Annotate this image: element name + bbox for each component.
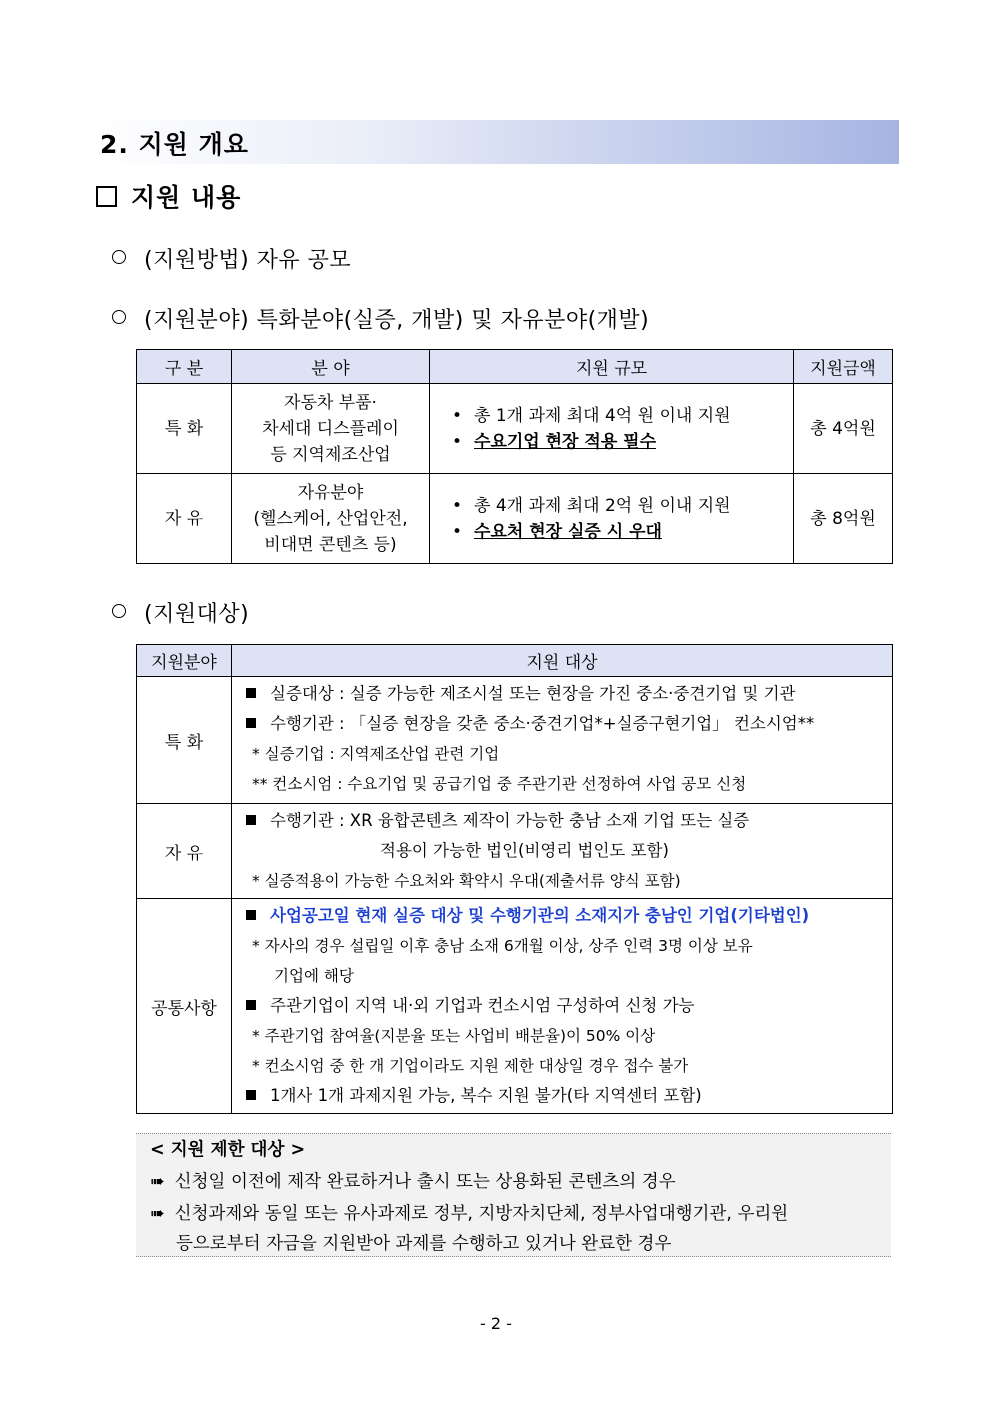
scale-emphasis: 수요기업 현장 적용 필수 (474, 431, 657, 452)
item-text-highlight: 사업공고일 현재 실증 대상 및 수행기관의 소재지가 충남인 기업(기타법인) (270, 906, 810, 925)
bullet-text: (지원분야) 특화분야(실증, 개발) 및 자유분야(개발) (144, 308, 650, 333)
dot-bullet-icon: • (452, 405, 463, 426)
footnote: * 실증적용이 가능한 수요처와 확약시 우대(제출서류 양식 포함) (252, 872, 681, 890)
field-cell (232, 474, 430, 564)
table-header: 지원분야 (137, 645, 232, 677)
square-bullet-icon (246, 1000, 256, 1010)
item-text: 수행기관 : XR 융합콘텐츠 제작이 가능한 충남 소재 기업 또는 실증 (270, 811, 750, 830)
category-cell: 자 유 (137, 474, 232, 564)
row-body (232, 804, 893, 899)
amount-cell: 총 4억원 (794, 384, 893, 474)
table-row-free (137, 804, 893, 899)
bullet-text: (지원방법) 자유 공모 (144, 248, 352, 273)
row-body (232, 677, 893, 804)
item-text: 1개사 1개 과제지원 가능, 복수 지원 불가(타 지역센터 포함) (270, 1086, 702, 1105)
footnote: * 자사의 경우 설립일 이후 충남 소재 6개월 이상, 상주 인력 3명 이상 보유 (252, 937, 753, 955)
field-line: 등 지역제조산업 (270, 444, 391, 465)
footnote-continued: 기업에 해당 (274, 967, 354, 985)
table-header: 분 야 (232, 350, 430, 384)
item-text: 주관기업이 지역 내·외 기업과 컨소시엄 구성하여 신청 가능 (270, 996, 695, 1015)
square-bullet-icon (246, 910, 256, 920)
row-label: 공통사항 (137, 899, 232, 1114)
field-cell (232, 384, 430, 474)
subheading (96, 178, 241, 214)
restriction-box (136, 1133, 891, 1257)
circle-bullet-icon (112, 310, 126, 324)
item-text: 수행기관 : 「실증 현장을 갖춘 중소·중견기업*+실증구현기업」 컨소시엄** (270, 714, 815, 733)
row-body (232, 899, 893, 1114)
item-text-continued: 적용이 가능한 법인(비영리 법인도 포함) (380, 841, 669, 860)
section-title: 2. 지원 개요 (100, 130, 249, 159)
scale-text: 총 1개 과제 최대 4억 원 이내 지원 (474, 405, 731, 426)
bullet-text: (지원대상) (144, 602, 250, 627)
scale-emphasis: 수요처 현장 실증 시 우대 (474, 521, 662, 542)
amount-cell: 총 8억원 (794, 474, 893, 564)
table-header: 지원 대상 (232, 645, 893, 677)
restriction-item: 신청과제와 동일 또는 유사과제로 정부, 지방자치단체, 정부사업대행기관, 우리원 (174, 1204, 789, 1224)
support-scale-table (136, 349, 893, 564)
section-header (92, 120, 899, 164)
circle-bullet-icon (112, 604, 126, 618)
checkbox-square-icon (96, 186, 117, 207)
restriction-title: < 지원 제한 대상 > (150, 1140, 306, 1160)
table-row (137, 384, 893, 474)
page-number: - 2 - (480, 1314, 512, 1333)
footnote: ** 컨소시엄 : 수요기업 및 공급기업 중 주관기관 선정하여 사업 공모 신청 (252, 775, 747, 793)
arrow-icon: ➠ (150, 1204, 165, 1224)
support-target-table (136, 644, 893, 1114)
subheading-text: 지원 내용 (131, 183, 242, 212)
table-row-special (137, 677, 893, 804)
category-cell: 특 화 (137, 384, 232, 474)
field-line: 자유분야 (297, 482, 364, 503)
dot-bullet-icon: • (452, 521, 463, 542)
scale-text: 총 4개 과제 최대 2억 원 이내 지원 (474, 495, 731, 516)
table-header: 지원 규모 (430, 350, 794, 384)
field-line: 차세대 디스플레이 (262, 418, 399, 439)
table-row-common (137, 899, 893, 1114)
bullet-field (112, 303, 649, 334)
square-bullet-icon (246, 1090, 256, 1100)
square-bullet-icon (246, 718, 256, 728)
row-label: 자 유 (137, 804, 232, 899)
circle-bullet-icon (112, 250, 126, 264)
footnote: * 실증기업 : 지역제조산업 관련 기업 (252, 745, 500, 763)
bullet-method (112, 243, 351, 274)
table-header: 구 분 (137, 350, 232, 384)
arrow-icon: ➠ (150, 1172, 165, 1192)
restriction-item-continued: 등으로부터 자금을 지원받아 과제를 수행하고 있거나 완료한 경우 (176, 1234, 672, 1254)
scale-cell (430, 384, 794, 474)
dot-bullet-icon: • (452, 495, 463, 516)
scale-cell (430, 474, 794, 564)
square-bullet-icon (246, 815, 256, 825)
table-row (137, 474, 893, 564)
table-header: 지원금액 (794, 350, 893, 384)
field-line: 비대면 콘텐츠 등) (264, 534, 397, 555)
square-bullet-icon (246, 688, 256, 698)
field-line: 자동차 부품· (284, 392, 377, 413)
footnote: * 주관기업 참여율(지분율 또는 사업비 배분율)이 50% 이상 (252, 1027, 656, 1045)
bullet-target (112, 597, 249, 628)
footnote: * 컨소시엄 중 한 개 기업이라도 지원 제한 대상일 경우 접수 불가 (252, 1057, 689, 1075)
row-label: 특 화 (137, 677, 232, 804)
field-line: (헬스케어, 산업안전, (253, 508, 408, 529)
restriction-item: 신청일 이전에 제작 완료하거나 출시 또는 상용화된 콘텐츠의 경우 (174, 1172, 676, 1192)
item-text: 실증대상 : 실증 가능한 제조시설 또는 현장을 가진 중소·중견기업 및 기관 (270, 684, 796, 703)
dot-bullet-icon: • (452, 431, 463, 452)
